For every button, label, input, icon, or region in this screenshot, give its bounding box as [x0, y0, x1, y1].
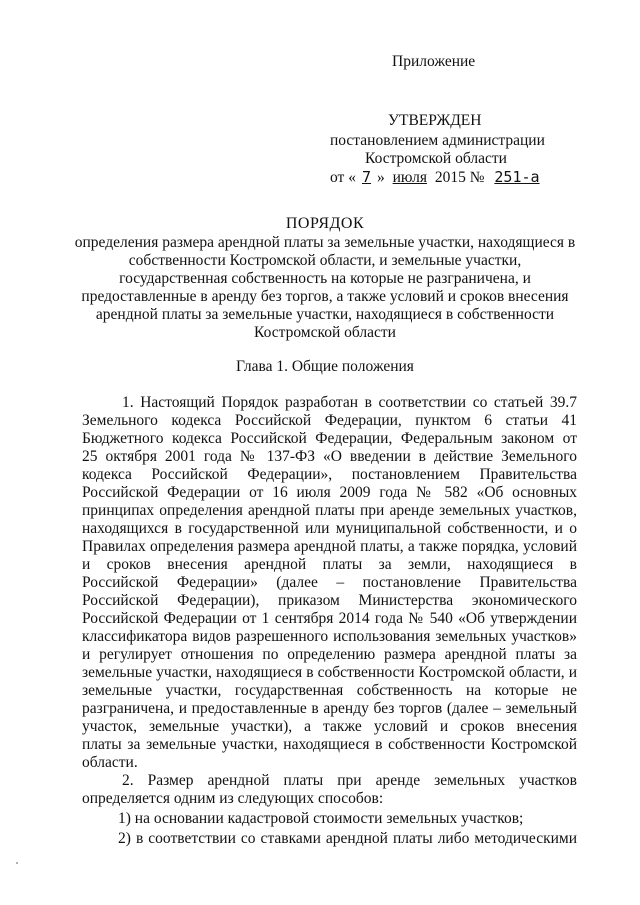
paragraph-line: Российской Федерации от 16 июля 2009 года № 582 «Об основных [82, 484, 577, 501]
paragraph-line: Российской Федерации), приказом Министерства экономического [82, 592, 577, 609]
date-prefix: от « [330, 169, 356, 186]
title-subline: определения размера арендной платы за земельные участки, находящиеся в [74, 234, 576, 251]
paragraph-line: Правилах определения размера арендной платы, а также порядка, условий [82, 538, 577, 555]
chapter-heading: Глава 1. Общие положения [236, 358, 414, 375]
paragraph-line: участок, земельные участки), а также условий и сроков внесения [82, 718, 577, 735]
paragraph-line: Бюджетного кодекса Российской Федерации, Федеральным законом от [82, 430, 577, 447]
paragraph-line: 1. Настоящий Порядок разработан в соответствии со статьей 39.7 [122, 394, 577, 411]
paragraph-line: определяется одним из следующих способов: [82, 790, 384, 807]
paragraph-line: 2. Размер арендной платы при аренде земельных участков [122, 772, 577, 789]
paragraph-line: находящихся в государственной или муниципальной собственности, и о [82, 520, 577, 537]
list-item: 1) на основании кадастровой стоимости земельных участков; [118, 810, 524, 827]
list-item: 2) в соответствии со ставками арендной платы либо методическими [118, 830, 577, 847]
document-title: ПОРЯДОК [285, 215, 365, 232]
paragraph-line: и сроков внесения арендной платы за земли, находящиеся в [82, 556, 577, 573]
paragraph-line: кодекса Российской Федерации», постановлением Правительства [82, 466, 577, 483]
paragraph-line: платы за земельные участки, находящиеся в собственности Костромской [82, 736, 577, 753]
approval-date-line [330, 168, 546, 187]
paragraph-line: земельные участки, государственная собственность на которые не [82, 682, 577, 699]
paragraph-line: области. [82, 754, 138, 771]
paragraph-line: разграничена, и предоставленные в аренду без торгов (далее – земельный [82, 700, 577, 717]
paragraph-line: 25 октября 2001 года № 137-ФЗ «О введении в действие Земельного [82, 448, 577, 465]
paragraph-line: Земельного кодекса Российской Федерации, пунктом 6 статьи 41 [82, 412, 577, 429]
title-subline: Костромской области [254, 324, 396, 341]
title-subline: предоставленные в аренду без торгов, а также условий и сроков внесения [81, 288, 569, 305]
scan-mark [16, 862, 18, 864]
paragraph-line: и регулирует отношения по определению размера арендной платы за [82, 646, 577, 663]
title-subline: собственности Костромской области, и земельные участки, [128, 252, 522, 269]
paragraph-line: принципах определения арендной платы при аренде земельных участков, [82, 502, 577, 519]
approved-region-line: Костромской области [365, 150, 507, 167]
date-day: 7 [361, 168, 371, 186]
title-subline: государственная собственность на которые не разграничена, и [119, 270, 531, 287]
date-month: июля [392, 169, 427, 186]
date-year: 2015 № [434, 169, 485, 186]
appendix-label: Приложение [392, 53, 476, 70]
title-subline: арендной платы за земельные участки, находящиеся в собственности [95, 306, 555, 323]
paragraph-line: Российской Федерации от 1 сентября 2014 года № 540 «Об утверждении [82, 610, 577, 627]
paragraph-line: земельные участки, находящиеся в собственности Костромской области, и [82, 664, 577, 681]
date-mid: » [376, 169, 385, 186]
approved-label: УТВЕРЖДЕН [388, 112, 482, 129]
document-number: 251-а [494, 168, 540, 186]
paragraph-line: классификатора видов разрешенного использования земельных участков» [82, 628, 577, 645]
approved-by-line: постановлением администрации [330, 132, 545, 149]
paragraph-line: Российской Федерации» (далее – постановление Правительства [82, 574, 577, 591]
